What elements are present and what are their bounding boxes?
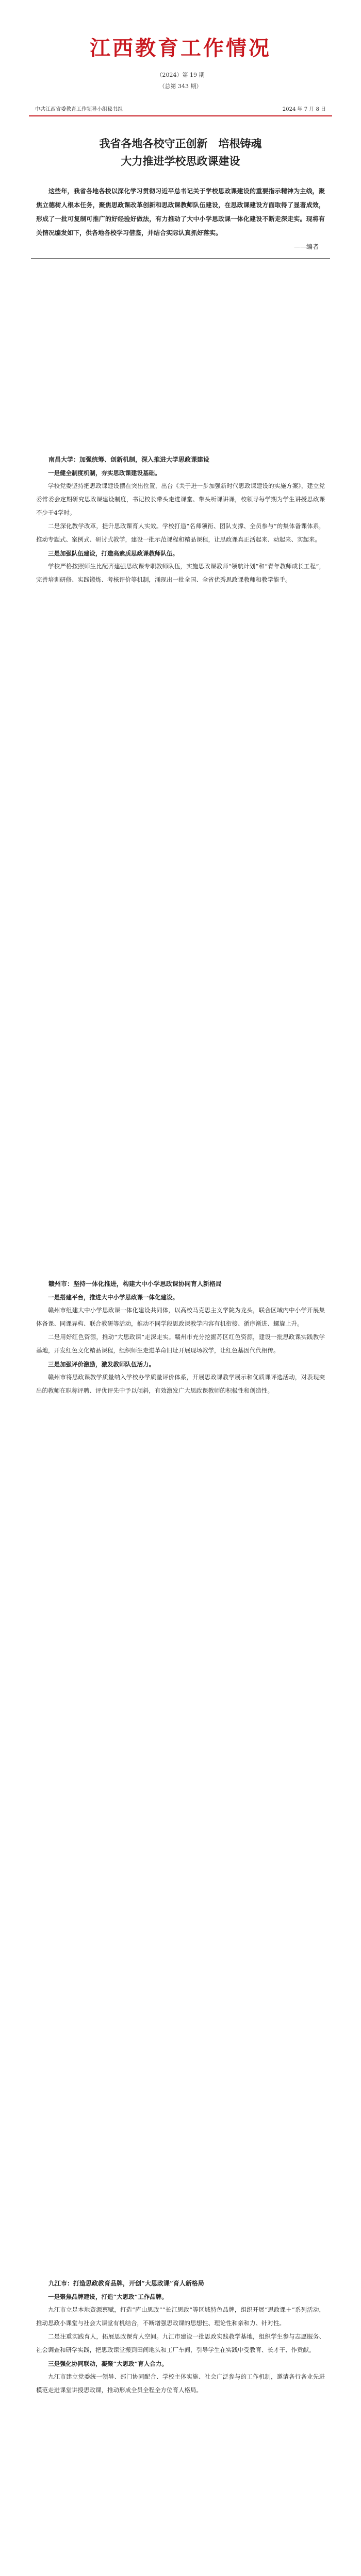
paragraph: 九江市建立党委统一领导、部门协同配合、学校主体实施、社会广泛参与的工作机制，邀请各行各业先进模范走进课堂讲授思政课，推动形成全员全程全方位育人格局。 bbox=[36, 2373, 325, 2394]
paragraph: 二是用好红色资源，推动“大思政课”走深走实。赣州市充分挖掘苏区红色资源，建设一批思政课实践教学基地，开发红色文化精品课程，组织师生走进革命旧址开展现场教学，让红色基因代代相传。 bbox=[36, 1333, 325, 1354]
section-heading: 赣州市：坚持一体化推进，构建大中小学思政课协同育人新格局 bbox=[48, 1280, 222, 1287]
sub-heading: 一是搭建平台，推进大中小学思政课一体化建设。 bbox=[48, 1294, 178, 1301]
article-title bbox=[0, 135, 361, 170]
sub-heading: 三是加强队伍建设，打造高素质思政课教师队伍。 bbox=[48, 550, 178, 557]
sub-heading: 一是健全制度机制，夯实思政课建设基础。 bbox=[48, 469, 161, 477]
section-3 bbox=[36, 2277, 325, 2397]
paragraph: 赣州市组建大中小学思政课一体化建设共同体，以高校马克思主义学院为龙头，联合区域内中小学开展集体备课、同课异构、联合教研等活动，推动不同学段思政课教学内容有机衔接、循序渐进、螺旋上升。 bbox=[36, 1307, 325, 1327]
title-line: 大力推进学校思政课建设 bbox=[121, 155, 240, 167]
section-1 bbox=[36, 453, 325, 586]
title-line: 我省各地各校守正创新 培根铸魂 bbox=[99, 137, 262, 150]
paragraph: 九江市立足本地资源禀赋，打造“庐山思政”“长江思政”等区域特色品牌，组织开展“思政课＋”系列活动，推动思政小课堂与社会大课堂有机结合，不断增强思政课的思想性、理论性和亲和力、针对性。 bbox=[36, 2306, 325, 2327]
paragraph: 二是深化教学改革，提升思政课育人实效。学校打造“名师领衔、团队支撑、全员参与”的集体备课体系，推动专题式、案例式、研讨式教学，建设一批示范课程和精品课程，让思政课真正活起来、动起来、实起来。 bbox=[36, 522, 325, 543]
section-heading: 南昌大学：加强统筹、创新机制，深入推进大学思政课建设 bbox=[48, 456, 210, 463]
issue-serial: （总第 343 期） bbox=[159, 83, 202, 90]
masthead-title: 江西教育工作情况 bbox=[90, 36, 271, 60]
section-heading: 九江市：打造思政教育品牌，开创“大思政课”育人新格局 bbox=[48, 2280, 204, 2287]
red-divider bbox=[29, 115, 332, 116]
issue-number: （2024）第 19 期 bbox=[156, 72, 205, 78]
paragraph: 二是注重实践育人，拓展思政课育人空间。九江市建设一批思政实践教学基地，组织学生参与志愿服务、社会调查和研学实践，把思政课堂搬到田间地头和工厂车间，引导学生在实践中受教育、长才干、作贡献。 bbox=[36, 2333, 325, 2353]
paragraph: 赣州市将思政课教学质量纳入学校办学质量评价体系，开展思政课教学展示和优质课评选活动，对表现突出的教师在职称评聘、评优评先中予以倾斜，有效激发广大思政课教师的积极性和创造性。 bbox=[36, 1374, 325, 1394]
publish-meta bbox=[35, 105, 326, 112]
sub-heading: 三是加强评价激励，激发教师队伍活力。 bbox=[48, 1361, 155, 1368]
paragraph: 学校党委坚持把思政课建设摆在突出位置，出台《关于进一步加强新时代思政课建设的实施方案》，建立党委常委会定期研究思政课建设制度，书记校长带头走进课堂、带头听课讲课，校领导每学期为学生讲授思政课不少于4学时。 bbox=[36, 482, 325, 516]
editor-note: 这些年，我省各地各校以深化学习贯彻习近平总书记关于学校思政课建设的重要指示精神为主线，聚焦立德树人根本任务，聚焦思政课改革创新和思政课教师队伍建设，在思政课建设方面取得了显著成效，形成了一批可复制可推广的好经验好做法，有力推动了大中小学思政课一体化建设不断走深走实。现将有关情况编发如下，供各地各校学习借鉴，并结合实际认真抓好落实。 bbox=[36, 188, 325, 236]
note-divider bbox=[31, 258, 330, 259]
section-2 bbox=[36, 1278, 325, 1397]
editor-signature: ——编者 bbox=[293, 243, 319, 250]
publisher: 中共江西省委教育工作领导小组秘书组 bbox=[35, 107, 123, 112]
sub-heading: 一是聚焦品牌建设，打造“大思政”工作品牌。 bbox=[48, 2293, 168, 2300]
sub-heading: 三是强化协同联动，凝聚“大思政”育人合力。 bbox=[48, 2360, 168, 2367]
publish-date: 2024 年 7 月 8 日 bbox=[282, 107, 326, 112]
paragraph: 学校严格按照师生比配齐建强思政课专职教师队伍，实施思政课教师“领航计划”和“青年教师成长工程”，完善培训研修、实践锻炼、考核评价等机制，涌现出一批全国、全省优秀思政课教师和教学能手。 bbox=[36, 563, 325, 583]
